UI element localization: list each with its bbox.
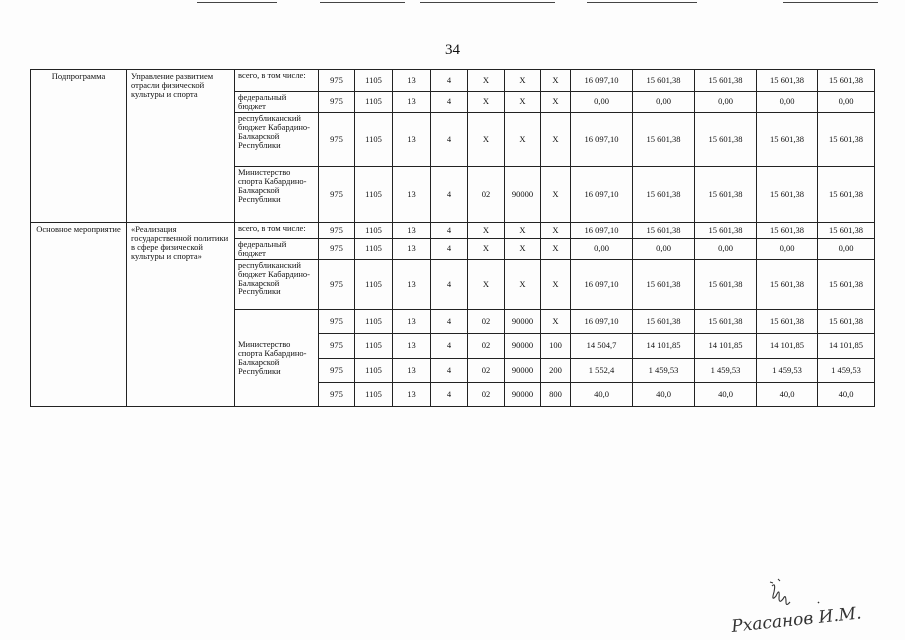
amount-cell: 0,00 bbox=[633, 92, 695, 113]
code-cell: X bbox=[468, 259, 505, 309]
code-cell: 975 bbox=[319, 70, 355, 92]
amount-cell: 15 601,38 bbox=[695, 112, 757, 166]
amount-cell: 15 601,38 bbox=[695, 259, 757, 309]
amount-cell: 15 601,38 bbox=[757, 259, 818, 309]
amount-cell: 15 601,38 bbox=[757, 166, 818, 222]
funding-source-cell: федеральный бюджет bbox=[235, 92, 319, 113]
funding-source-cell: Министерство спорта Кабардино-Балкарской Республики bbox=[235, 309, 319, 406]
funding-source-cell: республиканский бюджет Кабардино-Балкарской Республики bbox=[235, 112, 319, 166]
code-cell: 13 bbox=[393, 238, 431, 259]
code-cell: 13 bbox=[393, 222, 431, 238]
amount-cell: 15 601,38 bbox=[757, 112, 818, 166]
code-cell: X bbox=[541, 309, 571, 333]
code-cell: 975 bbox=[319, 358, 355, 382]
amount-cell: 15 601,38 bbox=[633, 70, 695, 92]
amount-cell: 0,00 bbox=[818, 92, 875, 113]
code-cell: 90000 bbox=[505, 382, 541, 406]
code-cell: 90000 bbox=[505, 358, 541, 382]
amount-cell: 14 101,85 bbox=[757, 333, 818, 358]
code-cell: X bbox=[505, 238, 541, 259]
code-cell: X bbox=[541, 166, 571, 222]
amount-cell: 16 097,10 bbox=[571, 222, 633, 238]
code-cell: 90000 bbox=[505, 166, 541, 222]
header-rule-3 bbox=[420, 2, 555, 3]
code-cell: 02 bbox=[468, 309, 505, 333]
amount-cell: 40,0 bbox=[757, 382, 818, 406]
header-rule-5 bbox=[783, 2, 878, 3]
code-cell: X bbox=[468, 112, 505, 166]
code-cell: 4 bbox=[431, 309, 468, 333]
amount-cell: 0,00 bbox=[818, 238, 875, 259]
amount-cell: 15 601,38 bbox=[633, 166, 695, 222]
code-cell: 4 bbox=[431, 333, 468, 358]
amount-cell: 16 097,10 bbox=[571, 309, 633, 333]
amount-cell: 16 097,10 bbox=[571, 112, 633, 166]
code-cell: 4 bbox=[431, 112, 468, 166]
code-cell: 975 bbox=[319, 259, 355, 309]
code-cell: 4 bbox=[431, 259, 468, 309]
amount-cell: 0,00 bbox=[571, 238, 633, 259]
code-cell: 1105 bbox=[355, 238, 393, 259]
amount-cell: 0,00 bbox=[633, 238, 695, 259]
table-row bbox=[31, 70, 875, 92]
amount-cell: 0,00 bbox=[695, 92, 757, 113]
funding-source-cell: Министерство спорта Кабардино-Балкарской Республики bbox=[235, 166, 319, 222]
amount-cell: 15 601,38 bbox=[633, 112, 695, 166]
code-cell: 13 bbox=[393, 259, 431, 309]
amount-cell: 15 601,38 bbox=[818, 259, 875, 309]
amount-cell: 15 601,38 bbox=[695, 309, 757, 333]
section-name-cell: «Реализация государственной политики в сфере физической культуры и спорта» bbox=[127, 222, 235, 406]
amount-cell: 14 504,7 bbox=[571, 333, 633, 358]
code-cell: 1105 bbox=[355, 112, 393, 166]
code-cell: 02 bbox=[468, 333, 505, 358]
code-cell: 975 bbox=[319, 333, 355, 358]
code-cell: 4 bbox=[431, 166, 468, 222]
amount-cell: 15 601,38 bbox=[818, 309, 875, 333]
amount-cell: 15 601,38 bbox=[633, 309, 695, 333]
amount-cell: 40,0 bbox=[571, 382, 633, 406]
code-cell: 975 bbox=[319, 238, 355, 259]
code-cell: 1105 bbox=[355, 166, 393, 222]
amount-cell: 40,0 bbox=[818, 382, 875, 406]
amount-cell: 15 601,38 bbox=[757, 309, 818, 333]
amount-cell: 16 097,10 bbox=[571, 259, 633, 309]
code-cell: 200 bbox=[541, 358, 571, 382]
code-cell: 1105 bbox=[355, 259, 393, 309]
code-cell: 13 bbox=[393, 112, 431, 166]
code-cell: X bbox=[468, 222, 505, 238]
amount-cell: 14 101,85 bbox=[633, 333, 695, 358]
amount-cell: 15 601,38 bbox=[695, 70, 757, 92]
amount-cell: 1 459,53 bbox=[818, 358, 875, 382]
section-type-cell: Основное мероприятие bbox=[31, 222, 127, 406]
amount-cell: 1 459,53 bbox=[695, 358, 757, 382]
code-cell: 02 bbox=[468, 358, 505, 382]
code-cell: 13 bbox=[393, 333, 431, 358]
amount-cell: 0,00 bbox=[757, 238, 818, 259]
amount-cell: 15 601,38 bbox=[695, 222, 757, 238]
amount-cell: 1 552,4 bbox=[571, 358, 633, 382]
section-name-cell: Управление развитием отрасли физической культуры и спорта bbox=[127, 70, 235, 223]
code-cell: 13 bbox=[393, 92, 431, 113]
amount-cell: 15 601,38 bbox=[818, 70, 875, 92]
amount-cell: 40,0 bbox=[695, 382, 757, 406]
code-cell: 1105 bbox=[355, 309, 393, 333]
amount-cell: 0,00 bbox=[757, 92, 818, 113]
code-cell: X bbox=[541, 92, 571, 113]
code-cell: 13 bbox=[393, 382, 431, 406]
code-cell: 90000 bbox=[505, 333, 541, 358]
amount-cell: 15 601,38 bbox=[818, 222, 875, 238]
code-cell: X bbox=[505, 70, 541, 92]
funding-source-cell: всего, в том числе: bbox=[235, 222, 319, 238]
svg-text:Рхасанов И.М.: Рхасанов И.М. bbox=[730, 603, 863, 637]
header-rule-4 bbox=[587, 2, 697, 3]
code-cell: 90000 bbox=[505, 309, 541, 333]
code-cell: 1105 bbox=[355, 358, 393, 382]
amount-cell: 15 601,38 bbox=[818, 166, 875, 222]
code-cell: 100 bbox=[541, 333, 571, 358]
code-cell: 1105 bbox=[355, 382, 393, 406]
table-row bbox=[31, 222, 875, 238]
code-cell: 975 bbox=[319, 92, 355, 113]
header-rule-1 bbox=[197, 2, 277, 3]
amount-cell: 15 601,38 bbox=[818, 112, 875, 166]
code-cell: X bbox=[541, 259, 571, 309]
amount-cell: 1 459,53 bbox=[757, 358, 818, 382]
funding-source-cell: республиканский бюджет Кабардино-Балкарской Республики bbox=[235, 259, 319, 309]
header-rule-2 bbox=[320, 2, 405, 3]
amount-cell: 16 097,10 bbox=[571, 70, 633, 92]
amount-cell: 15 601,38 bbox=[695, 166, 757, 222]
code-cell: X bbox=[468, 70, 505, 92]
code-cell: X bbox=[541, 222, 571, 238]
page-number: 34 bbox=[445, 42, 460, 58]
code-cell: X bbox=[541, 112, 571, 166]
amount-cell: 16 097,10 bbox=[571, 166, 633, 222]
amount-cell: 0,00 bbox=[695, 238, 757, 259]
code-cell: 4 bbox=[431, 382, 468, 406]
code-cell: 1105 bbox=[355, 70, 393, 92]
code-cell: 975 bbox=[319, 309, 355, 333]
code-cell: 4 bbox=[431, 238, 468, 259]
code-cell: 13 bbox=[393, 358, 431, 382]
code-cell: 02 bbox=[468, 166, 505, 222]
funding-source-cell: федеральный бюджет bbox=[235, 238, 319, 259]
code-cell: 4 bbox=[431, 92, 468, 113]
amount-cell: 15 601,38 bbox=[757, 222, 818, 238]
code-cell: 1105 bbox=[355, 92, 393, 113]
code-cell: 1105 bbox=[355, 333, 393, 358]
amount-cell: 0,00 bbox=[571, 92, 633, 113]
code-cell: X bbox=[468, 238, 505, 259]
signature bbox=[730, 572, 900, 638]
code-cell: 4 bbox=[431, 358, 468, 382]
code-cell: 13 bbox=[393, 70, 431, 92]
code-cell: 4 bbox=[431, 70, 468, 92]
funding-source-cell: всего, в том числе: bbox=[235, 70, 319, 92]
amount-cell: 15 601,38 bbox=[633, 259, 695, 309]
code-cell: X bbox=[541, 70, 571, 92]
code-cell: 800 bbox=[541, 382, 571, 406]
code-cell: 975 bbox=[319, 222, 355, 238]
amount-cell: 14 101,85 bbox=[818, 333, 875, 358]
code-cell: X bbox=[468, 92, 505, 113]
code-cell: 13 bbox=[393, 166, 431, 222]
section-type-cell: Подпрограмма bbox=[31, 70, 127, 223]
amount-cell: 15 601,38 bbox=[757, 70, 818, 92]
amount-cell: 1 459,53 bbox=[633, 358, 695, 382]
amount-cell: 15 601,38 bbox=[633, 222, 695, 238]
code-cell: X bbox=[505, 222, 541, 238]
code-cell: 975 bbox=[319, 166, 355, 222]
code-cell: 975 bbox=[319, 112, 355, 166]
code-cell: 1105 bbox=[355, 222, 393, 238]
code-cell: 13 bbox=[393, 309, 431, 333]
code-cell: X bbox=[505, 92, 541, 113]
code-cell: X bbox=[541, 238, 571, 259]
code-cell: 02 bbox=[468, 382, 505, 406]
amount-cell: 14 101,85 bbox=[695, 333, 757, 358]
code-cell: X bbox=[505, 112, 541, 166]
code-cell: X bbox=[505, 259, 541, 309]
code-cell: 4 bbox=[431, 222, 468, 238]
budget-table bbox=[30, 69, 875, 407]
code-cell: 975 bbox=[319, 382, 355, 406]
amount-cell: 40,0 bbox=[633, 382, 695, 406]
